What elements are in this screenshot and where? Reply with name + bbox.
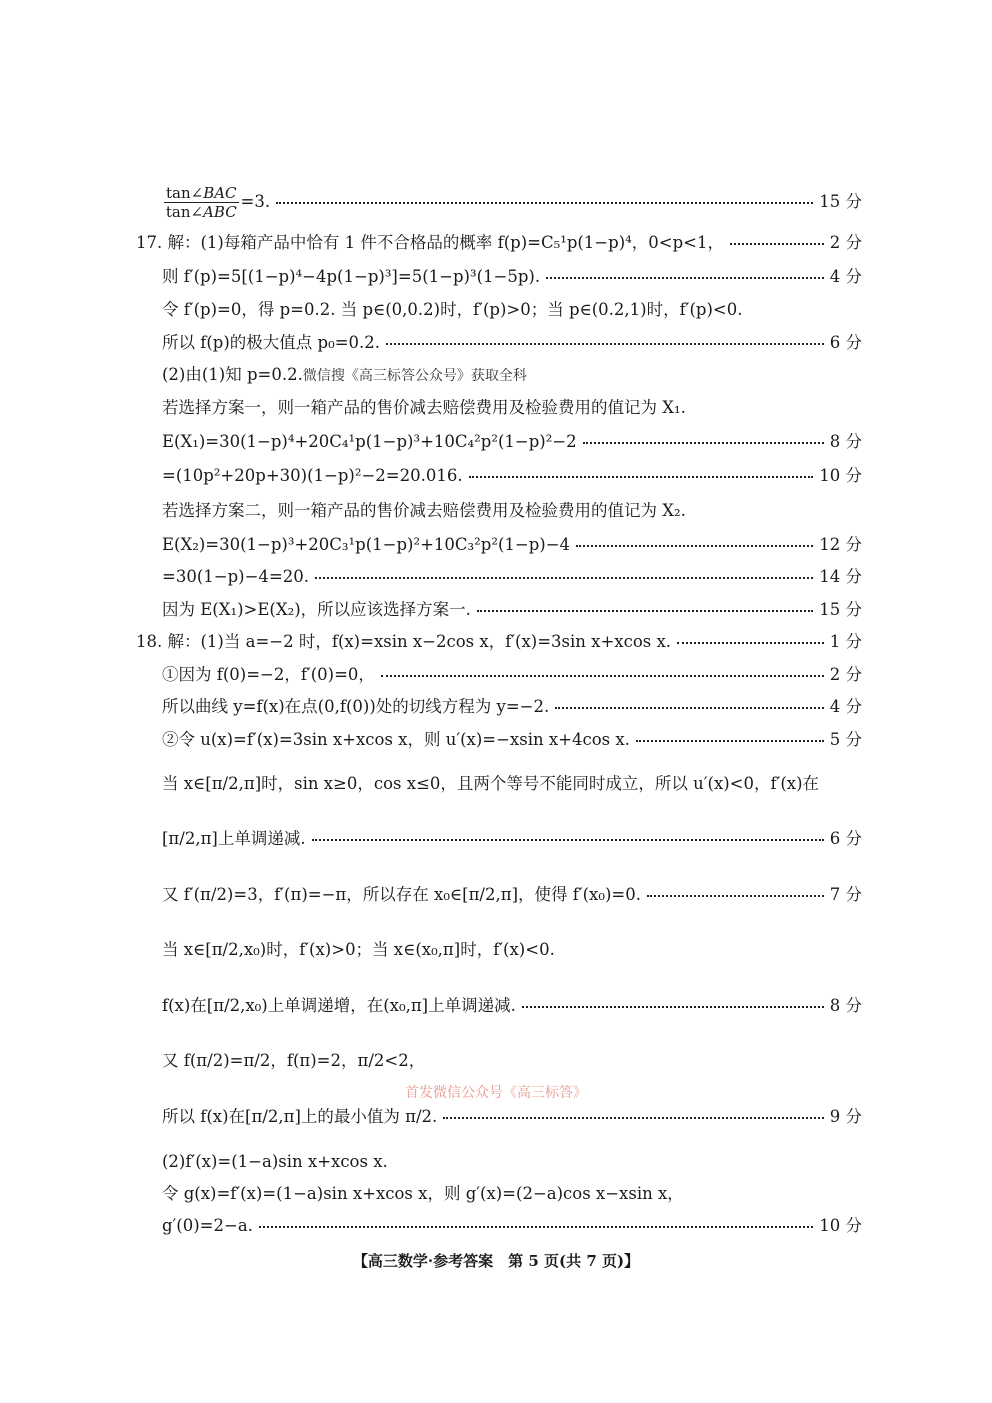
score: 12 分 — [819, 535, 862, 554]
answer-line — [162, 1215, 862, 1237]
leader-dots — [576, 544, 813, 547]
leader-dots — [259, 1225, 813, 1228]
score: 1 分 — [829, 632, 862, 651]
score: 8 分 — [829, 432, 862, 451]
line-text: 若选择方案一，则一箱产品的售价减去赔偿费用及检验费用的值记为 X₁. — [162, 398, 686, 417]
answer-line — [162, 1183, 862, 1205]
line-text: (2)由(1)知 p=0.2. — [162, 365, 303, 384]
line-text: E(X₂)=30(1−p)³+20C₃¹p(1−p)²+10C₃²p²(1−p)−4 — [162, 535, 571, 554]
answer-line — [162, 773, 862, 795]
score: 4 分 — [829, 697, 862, 716]
answer-line — [162, 431, 862, 453]
answer-line — [162, 364, 862, 387]
answer-line — [162, 599, 862, 621]
score: 15 分 — [819, 600, 862, 619]
line-text: (2)f′(x)=(1−a)sin x+xcos x. — [162, 1152, 388, 1171]
leader-dots — [636, 739, 824, 742]
leader-dots — [312, 838, 824, 841]
line-text: ②令 u(x)=f′(x)=3sin x+xcos x，则 u′(x)=−xsin x+4cos x. — [162, 730, 630, 749]
leader-dots — [522, 1005, 824, 1008]
promo-note: 微信搜《高三标答公众号》获取全科 — [302, 368, 527, 384]
answer-line — [162, 664, 862, 686]
line-text: 令 f′(p)=0，得 p=0.2. 当 p∈(0,0.2)时，f′(p)>0；当 p∈(0.2,1)时，f′(p)<0. — [162, 300, 743, 319]
line-text: 18. 解：(1)当 a=−2 时，f(x)=xsin x−2cos x，f′(x)=3sin x+xcos x. — [136, 632, 672, 651]
line-text: 当 x∈[π/2,x₀)时，f′(x)>0；当 x∈(x₀,π]时，f′(x)<0. — [162, 940, 555, 959]
leader-dots — [555, 706, 824, 709]
score: 6 分 — [829, 333, 862, 352]
line-text: 令 g(x)=f′(x)=(1−a)sin x+xcos x，则 g′(x)=(2−a)cos x−xsin x， — [162, 1184, 684, 1203]
score: 9 分 — [829, 1107, 862, 1126]
line-text: 所以 f(p)的极大值点 p₀=0.2. — [162, 333, 381, 352]
line-text: 所以 f(x)在[π/2,π]上的最小值为 π/2. — [162, 1107, 438, 1126]
answer-line — [162, 939, 862, 961]
answer-line — [162, 1151, 862, 1173]
leader-dots — [677, 641, 824, 644]
watermark: 首发微信公众号《高三标答》 — [405, 1085, 587, 1101]
score: 10 分 — [819, 1216, 862, 1235]
leader-dots — [583, 441, 824, 444]
answer-line — [136, 631, 862, 653]
score: 10 分 — [819, 466, 862, 485]
score: 8 分 — [829, 996, 862, 1015]
leader-dots — [477, 609, 813, 612]
score: 14 分 — [819, 567, 862, 586]
answer-line — [162, 1050, 862, 1072]
leader-dots — [730, 242, 824, 245]
answer-line — [162, 465, 862, 487]
score: 2 分 — [829, 665, 862, 684]
leader-dots — [469, 475, 814, 478]
line-text: ①因为 f(0)=−2，f′(0)=0， — [162, 665, 375, 684]
line-text: $\frac{\text{tan∠BAC}}{\text{tan∠ABC}}$ =3. — [165, 184, 271, 221]
answer-line — [162, 828, 862, 850]
leader-dots — [546, 276, 824, 279]
score: 4 分 — [829, 267, 862, 286]
score: 2 分 — [829, 233, 862, 252]
line-text: 又 f(π/2)=π/2，f(π)=2，π/2<2， — [162, 1051, 426, 1070]
answer-line — [162, 884, 862, 906]
line-text: 当 x∈[π/2,π]时，sin x≥0，cos x≤0，且两个等号不能同时成立，所以 u′(x)<0，f′(x)在 — [162, 774, 820, 793]
line-text: 又 f′(π/2)=3，f′(π)=−π，所以存在 x₀∈[π/2,π]，使得 f′(x₀)=0. — [162, 885, 641, 904]
answer-line — [162, 729, 862, 751]
answer-line — [162, 1106, 862, 1128]
line-text: g′(0)=2−a. — [162, 1216, 253, 1235]
answer-line — [162, 332, 862, 354]
line-text: f(x)在[π/2,x₀)上单调递增，在(x₀,π]上单调递减. — [162, 996, 516, 1015]
line-text: [π/2,π]上单调递减. — [162, 829, 306, 848]
line-text: 因为 E(X₁)>E(X₂)，所以应该选择方案一. — [162, 600, 471, 619]
line-text: =(10p²+20p+30)(1−p)²−2=20.016. — [162, 466, 463, 485]
leader-dots — [443, 1116, 823, 1119]
score: 15 分 — [819, 192, 862, 211]
leader-dots — [315, 576, 813, 579]
line-text: 若选择方案二，则一箱产品的售价减去赔偿费用及检验费用的值记为 X₂. — [162, 501, 686, 520]
answer-line — [162, 266, 862, 288]
line-text: E(X₁)=30(1−p)⁴+20C₄¹p(1−p)³+10C₄²p²(1−p)²−2 — [162, 432, 577, 451]
line-text: =30(1−p)−4=20. — [162, 567, 309, 586]
answer-line — [162, 299, 862, 321]
leader-dots — [381, 674, 824, 677]
page-footer: 【高三数学·参考答案 第 5 页(共 7 页)】 — [352, 1252, 640, 1270]
answer-line — [162, 696, 862, 718]
answer-line — [162, 184, 862, 221]
score: 5 分 — [829, 730, 862, 749]
leader-dots — [647, 894, 824, 897]
leader-dots — [386, 342, 824, 345]
score: 6 分 — [829, 829, 862, 848]
score: 7 分 — [829, 885, 862, 904]
line-text: 所以曲线 y=f(x)在点(0,f(0))处的切线方程为 y=−2. — [162, 697, 550, 716]
answer-line — [162, 566, 862, 588]
leader-dots — [276, 201, 813, 204]
answer-line — [162, 534, 862, 556]
answer-line — [162, 397, 862, 419]
line-text: 17. 解：(1)每箱产品中恰有 1 件不合格品的概率 f(p)=C₅¹p(1−p)⁴，0<p<1， — [136, 233, 724, 252]
fraction: $\frac{\text{tan∠BAC}}{\text{tan∠ABC}}$ — [165, 184, 237, 221]
answer-line — [162, 995, 862, 1017]
answer-line — [136, 232, 862, 254]
line-text: 则 f′(p)=5[(1−p)⁴−4p(1−p)³]=5(1−p)³(1−5p). — [162, 267, 541, 286]
answer-line — [162, 500, 862, 522]
